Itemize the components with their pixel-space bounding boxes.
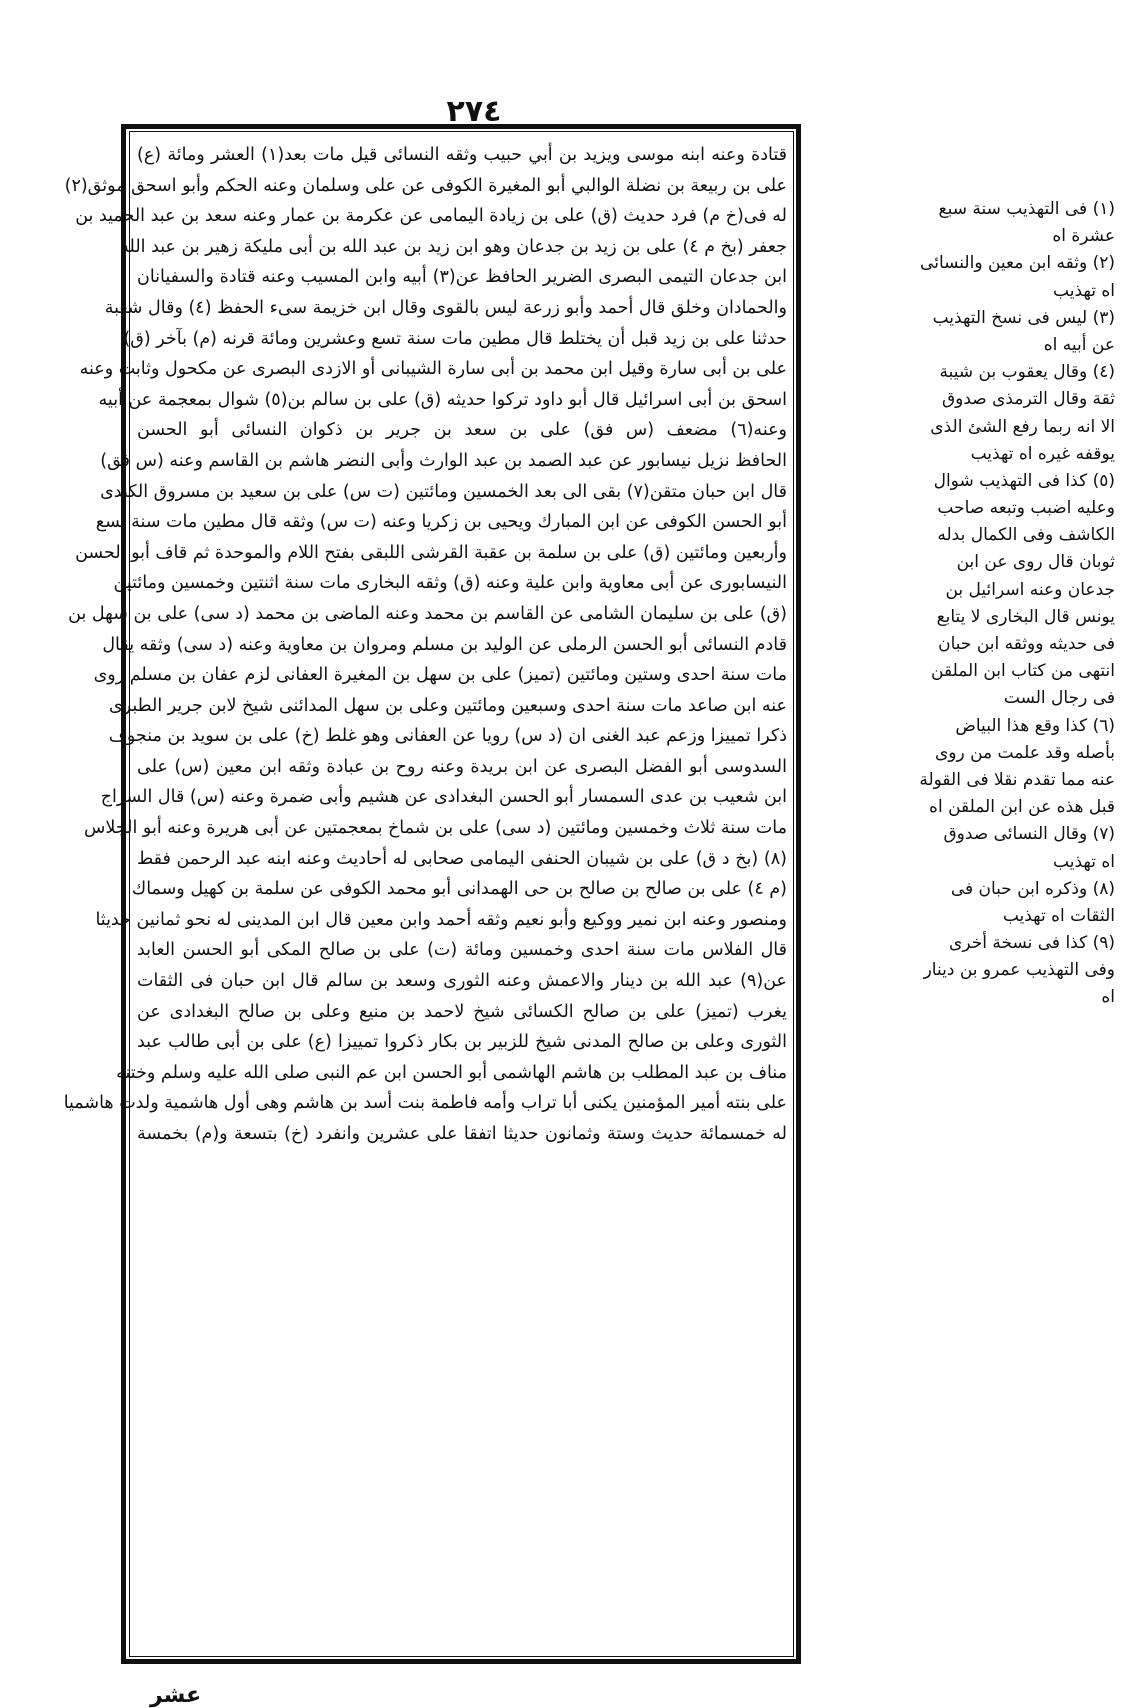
main-text-line: عنه ابن صاعد مات سنة احدى وسبعين ومائتين وعلى بن سهل المدائنى شيخ لابن جرير الطبرى: [109, 695, 787, 716]
main-text-line: مناف بن عبد المطلب بن هاشم الهاشمى أبو الحسن ابن عم النبى صلى الله عليه وسلم وختنه: [116, 1062, 787, 1083]
margin-note-line: الا انه ربما رفع الشئ الذى: [930, 416, 1115, 437]
margin-note-line: بأصله وقد علمت من روى: [934, 742, 1115, 763]
margin-note-line: اه تهذيب: [1053, 280, 1115, 301]
main-text-line: والحمادان وخلق قال أحمد وأبو زرعة ليس بالقوى وقال ابن خزيمة سىء الحفظ (٤) وقال شعبة: [104, 297, 787, 318]
margin-note-line: (٨) وذكره ابن حبان فى: [950, 878, 1115, 899]
margin-note-line: (٩) كذا فى نسخة أخرى: [949, 933, 1115, 954]
page-number: ٢٧٤: [446, 94, 502, 129]
margin-note-line: ثقة وقال الترمذى صدوق: [941, 389, 1115, 410]
margin-note-line: انتهى من كتاب ابن الملقن: [931, 661, 1115, 682]
main-text-line: (م ٤) على بن صالح بن صالح بن حى الهمدانى أبو محمد الكوفى عن سلمة بن كهيل وسماك: [131, 879, 787, 900]
main-text-line: ابن جدعان التيمى البصرى الضرير الحافظ عن(٣) أبيه وابن المسيب وعنه قتادة والسفيانان: [137, 267, 788, 288]
main-text-line: على بن ربيعة بن نضلة الوالبي أبو المغيرة الكوفى عن على وسلمان وعنه الحكم وأبو اسحق موثق(٢): [64, 175, 787, 196]
main-text-line: (٨) (بخ د ق) على بن شيبان الحنفى اليمامى صحابى له أحاديث وعنه ابنه عبد الرحمن فقط: [137, 848, 787, 869]
main-text-line: الحافظ نزيل نيسابور عن عبد الصمد بن عبد الوارث وأبى النضر هاشم بن القاسم وعنه (س فق): [100, 450, 787, 471]
margin-note-line: وعليه اضبب وتبعه صاحب: [937, 498, 1115, 519]
margin-note-line: عشرة اه: [1052, 226, 1115, 247]
main-text-line: النيسابورى عن أبى معاوية وابن علية وعنه (ق) وثقه البخارى مات سنة اثنتين وخمسين ومائتين: [113, 573, 787, 594]
main-text-line: يغرب (تميز) على بن صالح الكسائى شيخ لاحمد بن منيع وعلى بن صالح البغدادى عن: [137, 1001, 787, 1022]
margin-note-line: جدعان وعنه اسرائيل بن: [945, 579, 1115, 600]
main-text-line: قال ابن حبان متقن(٧) بقى الى بعد الخمسين ومائتين (ت س) على بن سعيد بن مسروق الكندى: [100, 481, 787, 502]
main-text-line: السدوسى أبو الفضل البصرى عن ابن بريدة وعنه روح بن عبادة وثقه ابن معين (س) على: [137, 756, 787, 777]
main-text-line: قتادة وعنه ابنه موسى ويزيد بن أبي حبيب وثقه النسائى قيل مات بعد(١) العشر ومائة (ع): [137, 145, 787, 165]
margin-note-line: ثوبان قال روى عن ابن: [956, 552, 1115, 573]
margin-note-line: عن أبيه اه: [1043, 334, 1115, 355]
main-text-line: (ق) على بن سليمان الشامى عن القاسم بن محمد وعنه الماضى بن محمد (د سى) على بن سهل بن: [68, 603, 787, 624]
main-text-line: الثورى وعلى بن صالح المدنى شيخ للزبير بن بكار ذكروا تمييزا (ع) على بن أبى طالب عبد: [137, 1032, 787, 1053]
margin-note-line: (٧) وقال النسائى صدوق: [943, 824, 1115, 845]
margin-note-line: (٣) ليس فى نسخ التهذيب: [932, 307, 1115, 328]
main-text-line: مات سنة ثلاث وخمسين ومائتين (د سى) على بن شماخ بمعجمتين عن أبى هريرة وعنه أبو الجلاس: [84, 818, 787, 839]
main-text-line: على بن أبى سارة وقيل ابن محمد بن أبى سارة الشيبانى أو الازدى البصرى عن مكحول وثابت وعنه: [79, 359, 787, 380]
main-text-line: جعفر (بخ م ٤) على بن زيد بن جدعان وهو ابن زيد بن عبد الله بن أبى مليكة زهير بن عبد الله: [120, 236, 787, 257]
margin-note-line: (٤) وقال يعقوب بن شيبة: [939, 362, 1115, 383]
main-text-line: أبو الحسن الكوفى عن ابن المبارك ويحيى بن زكريا وعنه (ت س) وثقه قال مطين مات سنة تسع: [95, 512, 787, 533]
margin-note-line: وفى التهذيب عمرو بن دينار: [923, 960, 1115, 981]
margin-note-line: (٢) وثقه ابن معين والنسائى: [920, 253, 1115, 274]
main-text-line: مات سنة احدى وستين ومائتين (تميز) على بن سهل بن المغيرة العفانى لزم عفان بن مسلم روى: [93, 665, 787, 686]
main-text-line: له فى(خ م) فرد حديث (ق) على بن زيادة اليمامى عن عكرمة بن عمار وعنه سعد بن عبد الحميد بن: [75, 206, 787, 227]
main-text-line: له خمسمائة حديث وستة وثمانون حديثا اتفقا على عشرين وانفرد (خ) بتسعة و(م) بخمسة: [137, 1124, 787, 1144]
margin-note-line: (١) فى التهذيب سنة سبع: [938, 199, 1115, 219]
main-text-block: [63, 140, 788, 1660]
margin-note-line: (٥) كذا فى التهذيب شوال: [933, 470, 1115, 491]
main-text-line: وأربعين ومائتين (ق) على بن سلمة بن عقبة القرشى اللبقى بفتح اللام والموحدة ثم قاف أبو الحسن: [75, 542, 787, 563]
margin-note-line: يونس قال البخارى لا يتابع: [936, 606, 1115, 627]
catchword: عشر: [150, 1683, 202, 1708]
main-text-line: على بنته أمير المؤمنين يكنى أبا تراب وأمه فاطمة بنت أسد بن هاشم وهى أول هاشمية ولدت هاشميا: [63, 1093, 787, 1114]
main-text-line: اسحق بن أبى اسرائيل قال أبو داود تركوا حديثه (ق) على بن سالم بن(٥) شوال بمعجمة عن أبيه: [98, 389, 787, 410]
main-text-line: قال الفلاس مات سنة احدى وخمسين ومائة (ت) على بن صالح المكى أبو الحسن العابد: [137, 940, 787, 961]
main-text-line: حدثنا على بن زيد قبل أن يختلط قال مطين مات سنة تسع وعشرين ومائة قرنه (م) بآخر (ق): [123, 328, 787, 349]
margin-note-line: اه: [1101, 987, 1115, 1008]
margin-notes: [810, 196, 1115, 1012]
margin-note-line: قبل هذه عن ابن الملقن اه: [929, 797, 1115, 818]
main-text-line: وعنه(٦) مضعف (س فق) على بن سعد بن جرير بن ذكوان النسائى أبو الحسن: [137, 420, 787, 441]
margin-note-line: (٦) كذا وقع هذا البياض: [955, 715, 1115, 736]
margin-note-line: فى رجال الست: [1003, 688, 1115, 709]
margin-note-line: يوقفه غيره اه تهذيب: [970, 443, 1115, 464]
margin-note-line: فى حديثه ووثقه ابن حبان: [938, 634, 1115, 654]
main-text-line: ذكرا تمييزا وزعم عبد الغنى ان (د س) رويا عن العفانى وهو غلط (خ) على بن سويد بن منجوف: [108, 726, 787, 747]
margin-note-line: الثقات اه تهذيب: [1002, 905, 1115, 926]
margin-note-line: عنه مما تقدم نقلا فى القولة: [919, 769, 1115, 790]
main-text-line: قادم النسائى أبو الحسن الرملى عن الوليد بن مسلم ومروان بن معاوية وعنه (د سى) وثقه يقال: [102, 634, 787, 655]
main-text-line: ابن شعيب بن عدى السمسار أبو الحسن البغدادى عن هشيم وأبى ضمرة وعنه (س) قال السراج: [100, 787, 787, 808]
margin-note-line: الكاشف وفى الكمال بدله: [937, 525, 1115, 546]
main-text-line: ومنصور وعنه ابن نمير ووكيع وأبو نعيم وثقه أحمد وابن معين قال ابن المدينى له نحو ثمانين حديثا: [95, 909, 787, 930]
margin-note-line: اه تهذيب: [1053, 851, 1115, 872]
main-text-line: عن(٩) عبد الله بن دينار والاعمش وعنه الثورى وسعد بن سالم قال ابن حبان فى الثقات: [137, 971, 787, 992]
